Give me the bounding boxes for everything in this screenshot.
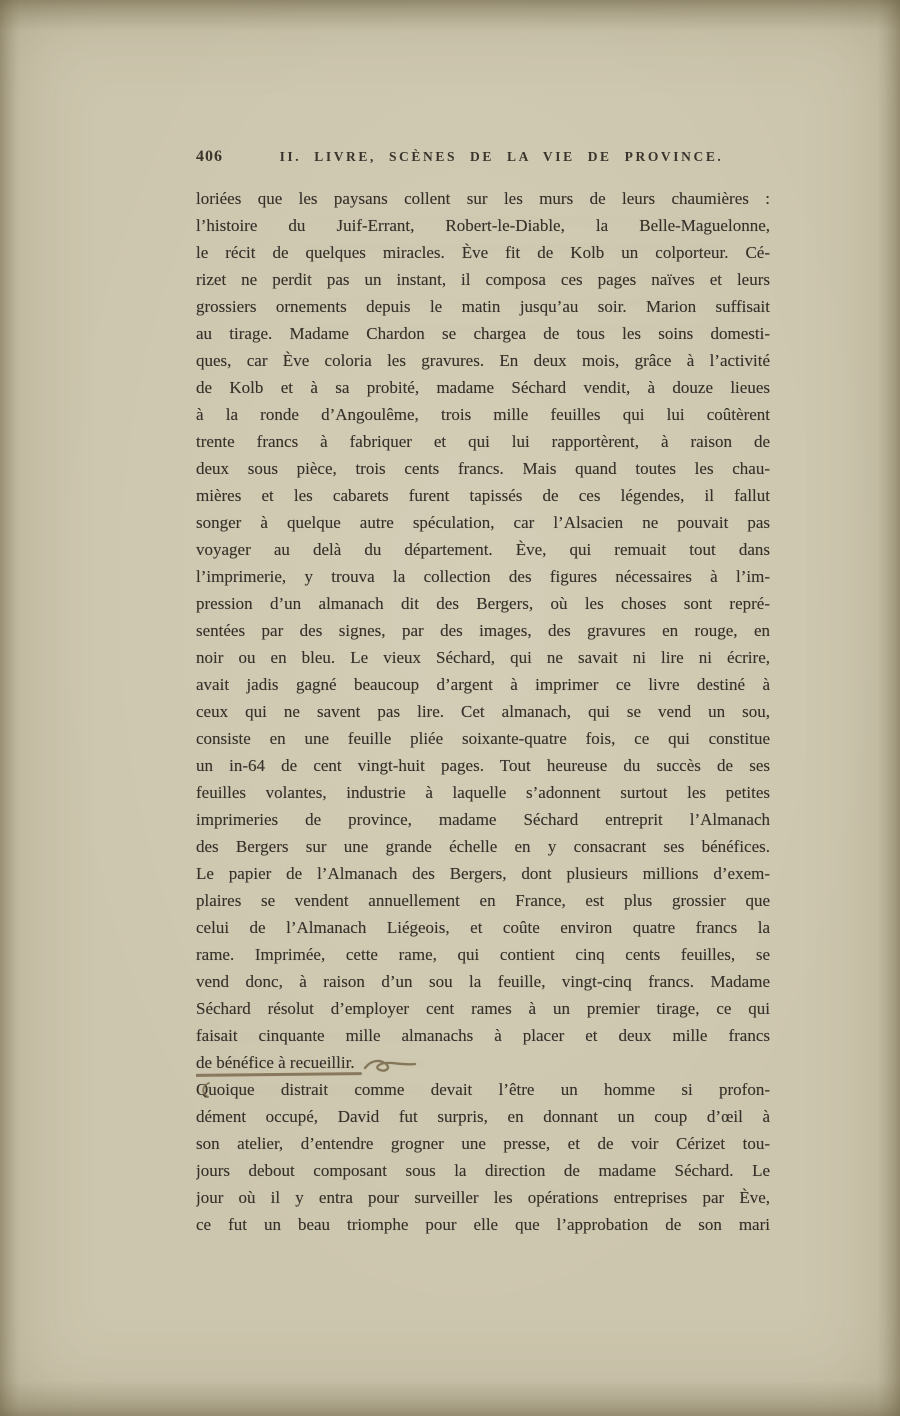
- text-line: grossiers ornements depuis le matin jusqu’au soir. Marion suffisait: [196, 297, 770, 316]
- text-line: ques, car Ève coloria les gravures. En deux mois, grâce à l’activité: [196, 351, 770, 370]
- text-line: trente francs à fabriquer et qui lui rapportèrent, à raison de: [196, 432, 770, 451]
- text-line: songer à quelque autre spéculation, car l’Alsacien ne pouvait pas: [196, 513, 770, 532]
- text-line: au tirage. Madame Chardon se chargea de tous les soins domesti-: [196, 324, 770, 343]
- page-number: 406: [196, 148, 223, 165]
- text-line: Quoique distrait comme devait l’être un homme si profon-: [196, 1080, 770, 1099]
- pencil-underlined-text: de bénéfice à recueillir.: [196, 1050, 355, 1076]
- body-text: [196, 186, 770, 1239]
- text-line: imprimeries de province, madame Séchard entreprit l’Almanach: [196, 810, 770, 829]
- text-line: rizet ne perdit pas un instant, il composa ces pages naïves et leurs: [196, 270, 770, 289]
- running-header: [196, 148, 770, 172]
- text-line: Séchard résolut d’employer cent rames à un premier tirage, ce qui: [196, 999, 770, 1018]
- text-line: deux sous pièce, trois cents francs. Mais quand toutes les chau-: [196, 459, 770, 478]
- text-line: un in-64 de cent vingt-huit pages. Tout heureuse du succès de ses: [196, 756, 770, 775]
- paragraph-1: [196, 186, 770, 1050]
- text-line: jours debout composant sous la direction de madame Séchard. Le: [196, 1161, 770, 1180]
- running-header-title: II. LIVRE, SCÈNES DE LA VIE DE PROVINCE.: [279, 149, 724, 164]
- text-line: Le papier de l’Almanach des Bergers, dont plusieurs millions d’exem-: [196, 864, 770, 883]
- text-line: l’imprimerie, y trouva la collection des figures nécessaires à l’im-: [196, 567, 770, 586]
- text-line: loriées que les paysans collent sur les murs de leurs chaumières :: [196, 189, 770, 208]
- text-line: son atelier, d’entendre grogner une presse, et de voir Cérizet tou-: [196, 1134, 770, 1153]
- text-line: des Bergers sur une grande échelle en y consacrant ses bénéfices.: [196, 837, 770, 856]
- text-line: jour où il y entra pour surveiller les opérations entreprises par Ève,: [196, 1188, 770, 1207]
- text-line: celui de l’Almanach Liégeois, et coûte environ quatre francs la: [196, 918, 770, 937]
- text-line: le récit de quelques miracles. Ève fit de Kolb un colporteur. Cé-: [196, 243, 770, 262]
- pencil-tick-icon: [198, 1080, 212, 1100]
- text-line: sentées par des signes, par des images, des gravures en rouge, en: [196, 621, 770, 640]
- text-line: pression d’un almanach dit des Bergers, où les choses sont repré-: [196, 594, 770, 613]
- text-line: l’histoire du Juif-Errant, Robert-le-Diable, la Belle-Maguelonne,: [196, 216, 770, 235]
- text-line: vend donc, à raison d’un sou la feuille, vingt-cinq francs. Madame: [196, 972, 770, 991]
- text-line: ce fut un beau triomphe pour elle que l’approbation de son mari: [196, 1215, 770, 1234]
- text-line: noir ou en bleu. Le vieux Séchard, qui ne savait ni lire ni écrire,: [196, 648, 770, 667]
- text-line: dément occupé, David fut surpris, en donnant un coup d’œil à: [196, 1107, 770, 1126]
- text-line: de Kolb et à sa probité, madame Séchard vendit, à douze lieues: [196, 378, 770, 397]
- annotated-line: [196, 1050, 770, 1077]
- text-line: feuilles volantes, industrie à laquelle s’adonnent surtout les petites: [196, 783, 770, 802]
- text-line: avait jadis gagné beaucoup d’argent à imprimer ce livre destiné à: [196, 675, 770, 694]
- text-line: à la ronde d’Angoulême, trois mille feuilles qui lui coûtèrent: [196, 405, 770, 424]
- pencil-flourish-icon: [363, 1058, 417, 1074]
- text-line: consiste en une feuille pliée soixante-quatre fois, ce qui constitue: [196, 729, 770, 748]
- paragraph-2: [196, 1077, 770, 1239]
- text-line: rame. Imprimée, cette rame, qui contient cinq cents feuilles, se: [196, 945, 770, 964]
- text-block: [196, 148, 770, 1239]
- text-line: ceux qui ne savent pas lire. Cet almanach, qui se vend un sou,: [196, 702, 770, 721]
- text-line: plaires se vendent annuellement en France, est plus grossier que: [196, 891, 770, 910]
- text-line: voyager au delà du département. Ève, qui remuait tout dans: [196, 540, 770, 559]
- text-line: mières et les cabarets furent tapissés de ces légendes, il fallut: [196, 486, 770, 505]
- text-line: faisait cinquante mille almanachs à placer et deux mille francs: [196, 1026, 770, 1045]
